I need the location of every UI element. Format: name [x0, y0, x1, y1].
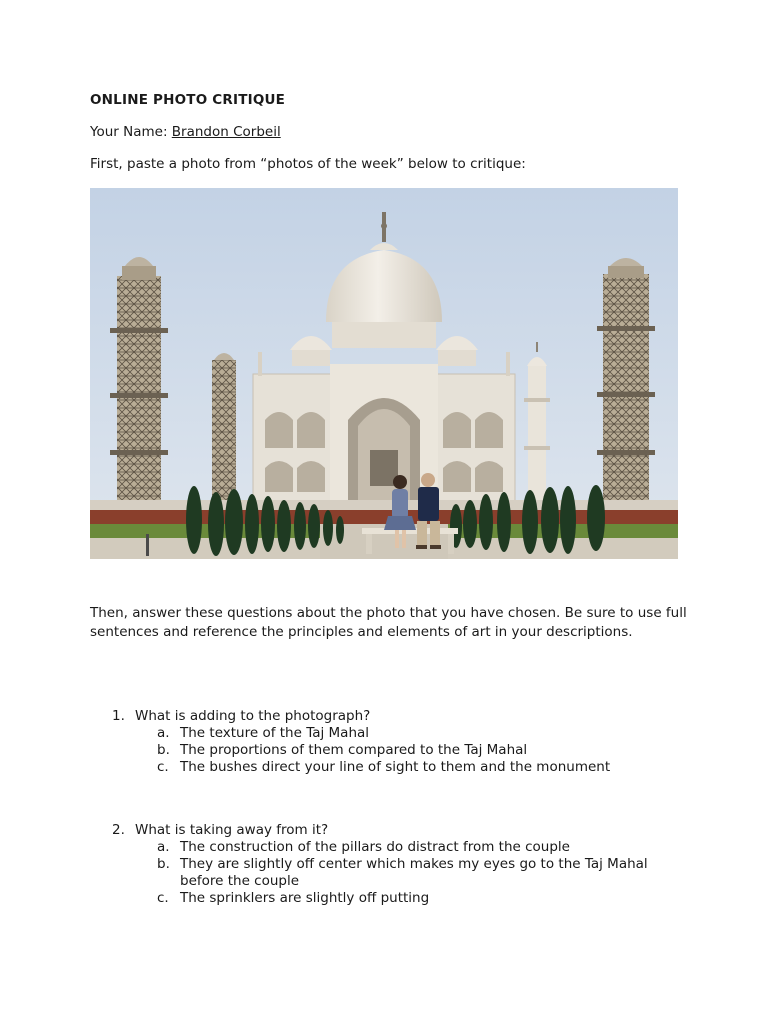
answer-text: The construction of the pillars do distract from the couple [180, 839, 570, 855]
answer-text: The proportions of them compared to the Taj Mahal [180, 742, 528, 758]
right-minaret [597, 258, 655, 504]
answer-letter: b. [157, 856, 170, 872]
sprinkler [146, 534, 149, 556]
name-label: Your Name: [90, 124, 172, 140]
question-number: 2. [112, 822, 125, 838]
question-text: What is adding to the photograph? [135, 708, 371, 724]
answer-item [157, 742, 672, 759]
answer-item [157, 759, 672, 776]
answer-item [157, 839, 672, 856]
answer-letter: c. [157, 890, 169, 906]
answer-letter: a. [157, 839, 170, 855]
name-line [90, 124, 281, 140]
answer-text: They are slightly off center which makes my eyes go to the Taj Mahal before the couple [180, 856, 648, 889]
student-name: Brandon Corbeil [171, 124, 281, 140]
answer-text: The bushes direct your line of sight to them and the monument [180, 759, 611, 775]
left-minaret [110, 257, 168, 504]
question-text: What is taking away from it? [135, 822, 329, 838]
answer-item [157, 890, 672, 907]
answer-text: The sprinklers are slightly off putting [180, 890, 430, 906]
question-2 [112, 822, 672, 907]
question-1 [112, 708, 672, 776]
answer-item [157, 725, 672, 742]
left-inner-minaret [212, 353, 236, 502]
answer-letter: a. [157, 725, 170, 741]
answer-instruction: Then, answer these questions about the photo that you have chosen. Be sure to use full sentences and reference the principles and elements of art in your descriptions. [90, 605, 687, 640]
answer-item [157, 856, 672, 890]
answer-text: The texture of the Taj Mahal [180, 725, 370, 741]
paste-instruction: First, paste a photo from “photos of the week” below to critique: [90, 156, 526, 172]
answer-letter: c. [157, 759, 169, 775]
answer-letter: b. [157, 742, 170, 758]
taj-mahal-photo [90, 188, 678, 559]
question-number: 1. [112, 708, 125, 724]
document-title: ONLINE PHOTO CRITIQUE [90, 92, 286, 108]
